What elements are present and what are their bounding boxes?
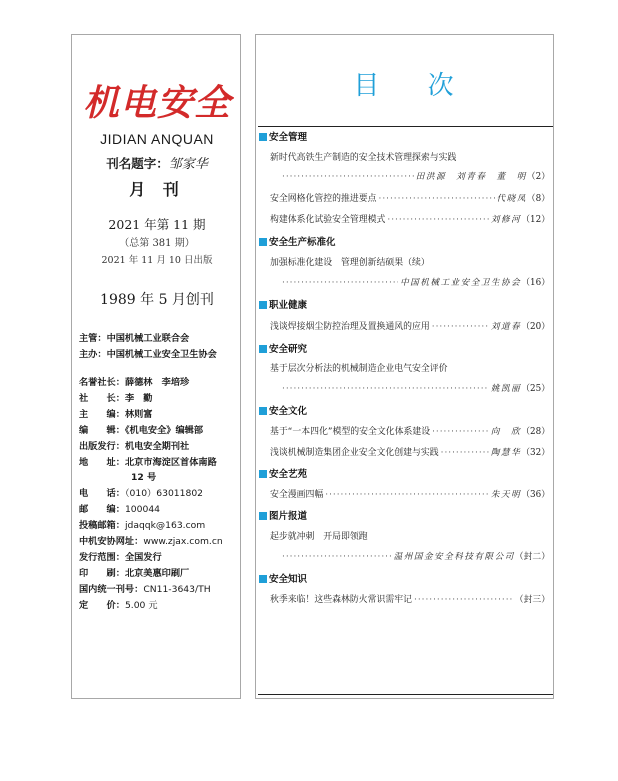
journal-logo: 机电安全	[82, 82, 231, 124]
info-row: 投稿邮箱：jdaqqk@163.com	[79, 520, 206, 532]
info-row: 发行范围：全国发行	[79, 551, 162, 563]
blue-square-icon	[259, 345, 267, 353]
toc-entry[interactable]: 构建体系化试验安全管理模式 ····· 刘修河 （12）	[270, 212, 550, 225]
leader-dots	[379, 194, 495, 204]
blue-square-icon	[259, 575, 267, 583]
journal-pinyin: JIDIAN ANQUAN	[100, 131, 214, 147]
toc-entry[interactable]: ····· 田洪源 刘青春 董 明 （2）	[280, 169, 550, 182]
leader-dots	[414, 595, 513, 605]
toc-entry[interactable]: 安全漫画四幅 ····· 朱天明 （36）	[270, 487, 550, 500]
blue-square-icon	[259, 512, 267, 520]
leader-dots	[282, 384, 489, 394]
info-row: 电 话：（010）63011802	[79, 488, 204, 500]
toc-entry[interactable]: 浅谈焊接烟尘防控治理及置换通风的应用 ····· 刘道春 （20）	[270, 319, 550, 332]
info-row: 编 辑：《机电安全》编辑部	[79, 424, 204, 436]
info-row: 社 长：李 勤	[79, 392, 153, 404]
inscription-label: 刊名题字：	[106, 156, 169, 171]
table-of-contents	[255, 34, 554, 699]
blue-square-icon	[259, 407, 267, 415]
divider	[258, 126, 553, 127]
info-row: 定 价：5.00 元	[79, 599, 158, 611]
leader-dots	[441, 448, 489, 458]
info-row: 12 号	[131, 472, 157, 484]
sponsor-info	[79, 331, 241, 363]
leader-dots	[432, 427, 489, 437]
info-row: 主办：中国机械工业安全卫生协会	[79, 348, 217, 360]
toc-section-heading: 安全文化	[259, 403, 307, 417]
leader-dots	[325, 490, 489, 500]
toc-entry[interactable]: 基于“一本四化”模型的安全文化体系建设 ····· 向 欣 （28）	[270, 424, 550, 437]
toc-entry[interactable]: 加强标准化建设 管理创新结硕果（续）	[270, 258, 430, 268]
publish-date: 2021 年 11 月 10 日出版	[101, 255, 213, 266]
leader-dots	[432, 322, 489, 332]
info-row: 地 址：北京市海淀区首体南路	[79, 456, 217, 468]
leader-dots	[387, 215, 489, 225]
toc-title: 目 次	[353, 71, 474, 101]
publication-info	[79, 375, 241, 614]
divider	[258, 694, 553, 695]
info-row: 国内统一刊号：CN11-3643/TH	[79, 583, 211, 595]
blue-square-icon	[259, 238, 267, 246]
toc-entry[interactable]: 基于层次分析法的机械制造企业电气安全评价	[270, 364, 448, 374]
toc-entry[interactable]: 秋季来临！这些森林防火常识需牢记 ····· （封三）	[270, 592, 550, 605]
toc-section-heading: 职业健康	[259, 297, 307, 311]
leader-dots	[282, 552, 392, 562]
toc-entry[interactable]: ····· 姚凯丽 （25）	[280, 381, 550, 394]
info-row: 印 刷：北京美惠印刷厂	[79, 567, 190, 579]
info-row: 主管：中国机械工业联合会	[79, 333, 190, 344]
founded-date: 1989 年 5 月创刊	[100, 292, 214, 308]
blue-square-icon	[259, 133, 267, 141]
toc-entry[interactable]: 起步就冲刺 开局即领跑	[270, 532, 368, 542]
toc-entry[interactable]: ····· 温州国金安全科技有限公司 （封二）	[280, 549, 550, 562]
inscription-name: 邹家华	[168, 157, 208, 172]
leader-dots	[282, 172, 414, 182]
title-inscription	[72, 153, 242, 172]
toc-section-heading: 安全知识	[259, 571, 307, 585]
leader-dots	[282, 278, 398, 288]
toc-entry[interactable]: 浅谈机械制造集团企业安全文化创建与实践 ····· 陶慧华 （32）	[270, 445, 550, 458]
info-row: 中机安协网址：www.zjax.com.cn	[79, 536, 223, 548]
toc-section-heading: 安全艺苑	[259, 466, 307, 480]
blue-square-icon	[259, 301, 267, 309]
blue-square-icon	[259, 470, 267, 478]
toc-entry[interactable]: 安全网格化管控的推进要点 ····· 代晓凤 （8）	[270, 191, 550, 204]
frequency-label: 月 刊	[129, 180, 185, 199]
masthead-panel	[71, 34, 241, 699]
toc-entry[interactable]: ····· 中国机械工业安全卫生协会 （16）	[280, 275, 550, 288]
toc-section-heading: 安全生产标准化	[259, 234, 336, 248]
toc-section-heading: 安全管理	[259, 129, 307, 143]
info-row: 主 编：林则富	[79, 408, 153, 420]
total-issue: （总第 381 期）	[119, 238, 195, 249]
toc-section-heading: 安全研究	[259, 341, 307, 355]
toc-entry[interactable]: 新时代高铁生产制造的安全技术管理探索与实践	[270, 153, 457, 163]
toc-section-heading: 图片报道	[259, 508, 307, 522]
info-row: 出版发行：机电安全期刊社	[79, 440, 190, 452]
info-row: 名誉社长：薛德林 李培珍	[79, 377, 190, 388]
info-row: 邮 编：100044	[79, 504, 161, 516]
issue-number: 2021 年第 11 期	[108, 217, 206, 232]
